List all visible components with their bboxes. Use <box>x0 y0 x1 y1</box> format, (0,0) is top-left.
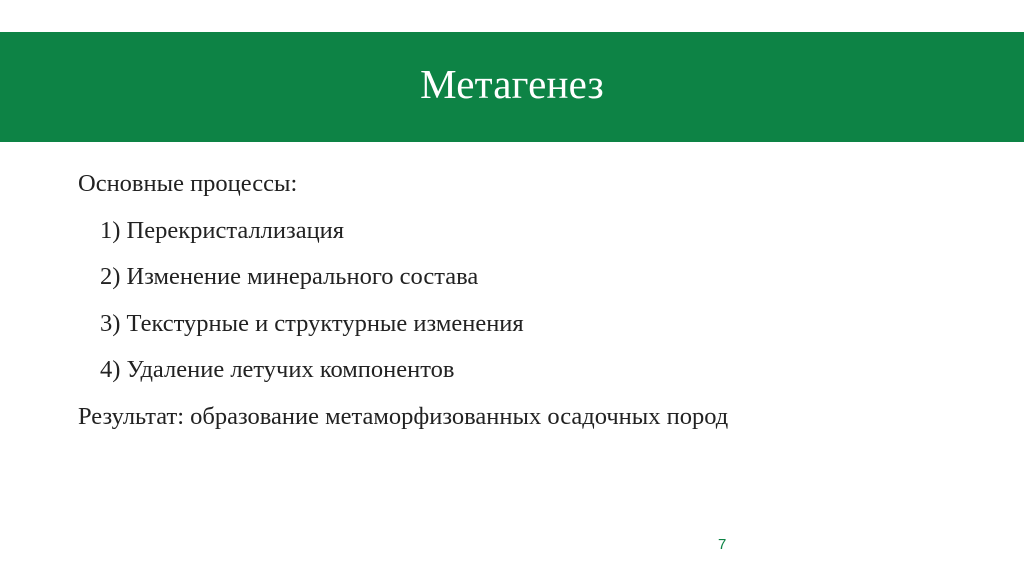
list-item: 3) Текстурные и структурные изменения <box>100 309 524 337</box>
title-band <box>0 32 1024 142</box>
list-item: 4) Удаление летучих компонентов <box>100 356 455 383</box>
result-text: Результат: образование метаморфизованных осадочных пород <box>78 402 729 430</box>
slide-body <box>78 166 978 445</box>
list-item: 1) Перекристаллизация <box>100 216 345 244</box>
intro-text: Основные процессы: <box>78 170 298 197</box>
list-item: 2) Изменение минерального состава <box>100 263 479 290</box>
slide-title: Метагенез <box>420 61 604 107</box>
page-number: 7 <box>718 536 727 553</box>
